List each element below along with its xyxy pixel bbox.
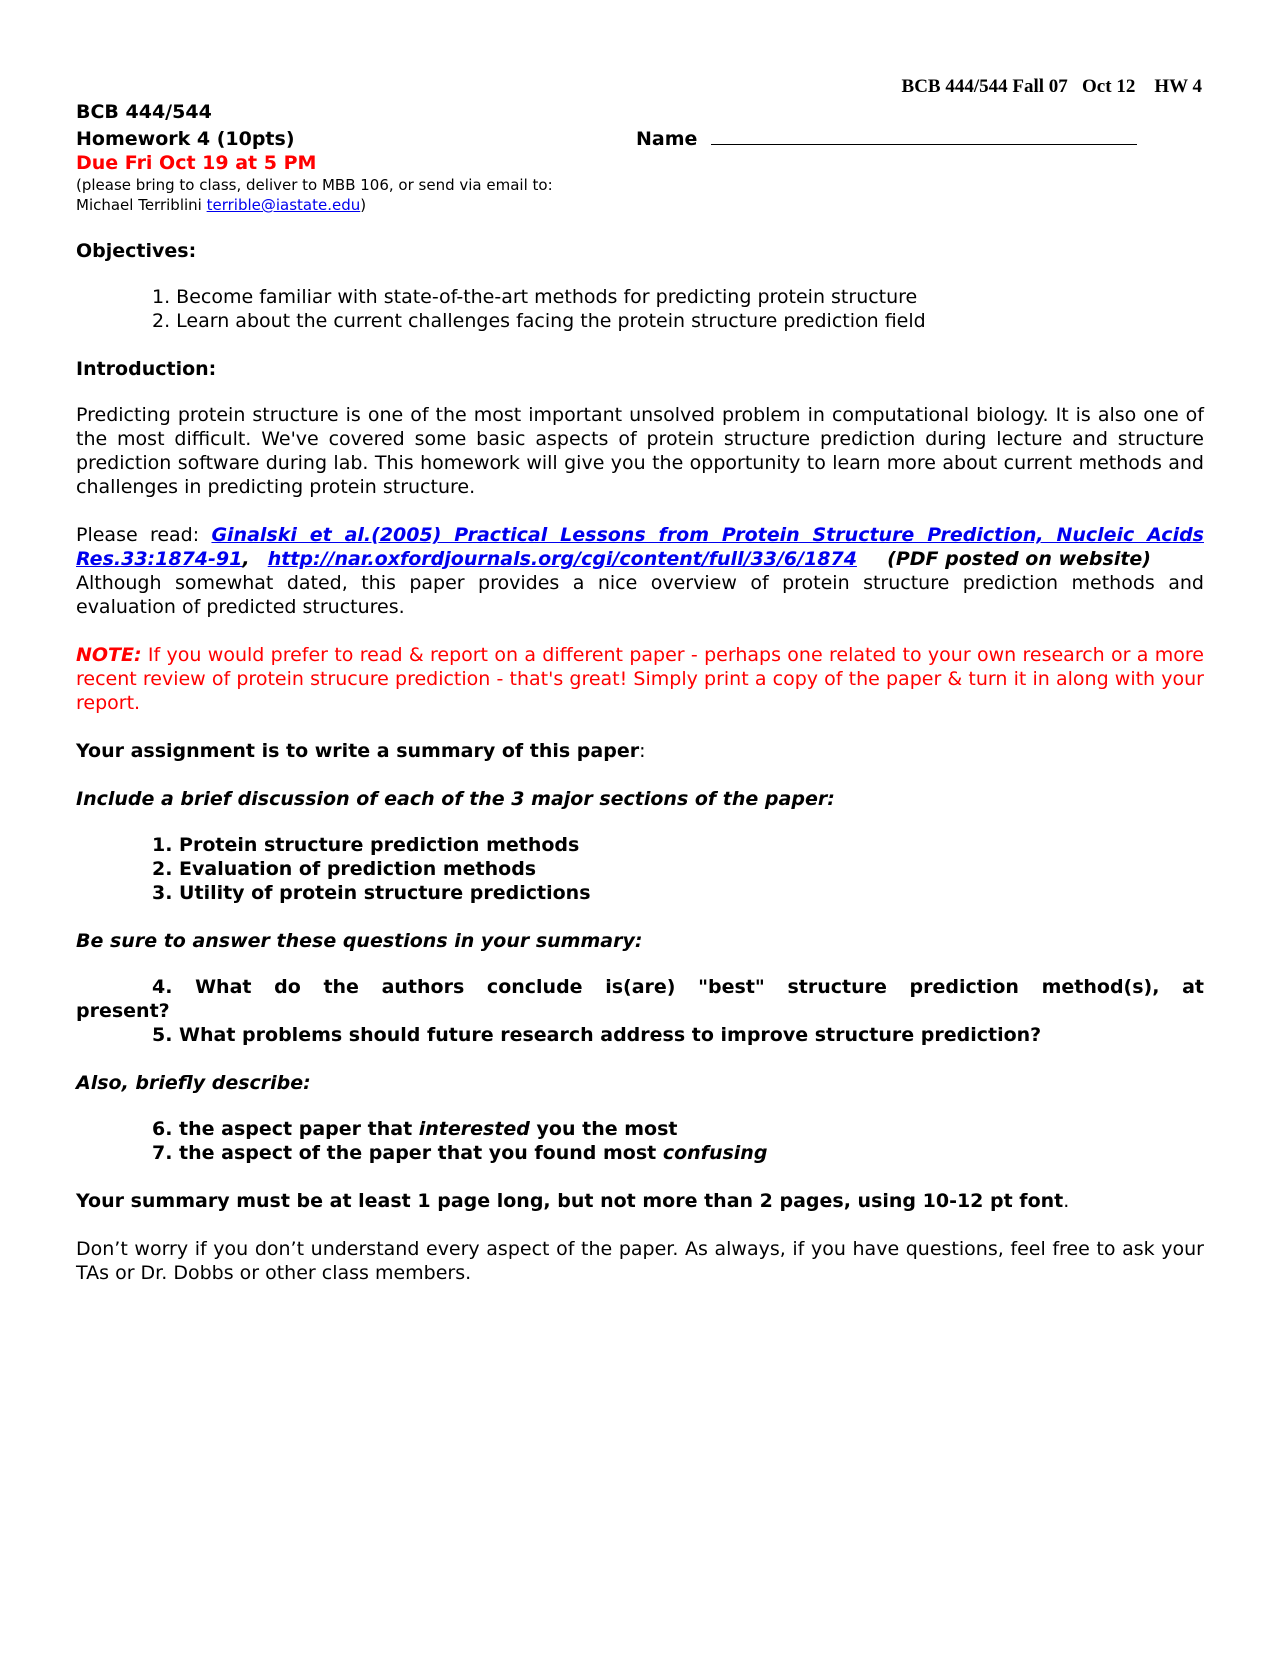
document-body [76,100,1204,1285]
ta-name: Michael Terriblini [76,196,207,214]
assignment-text: Your assignment is to write a summary of this paper [76,740,640,762]
dated-paragraph: Although somewhat dated, this paper provides a nice overview of protein structure prediction methods and evaluation of predicted structures. [76,572,1204,618]
length-period: . [1063,1190,1070,1212]
name-field[interactable] [636,124,1137,151]
d6-text: 6. the aspect paper that [152,1118,419,1140]
include-heading: Include a brief discussion of each of the 3 major sections of the paper: [76,788,835,810]
sections-list [76,833,1204,905]
describe-item-7 [76,1141,1204,1165]
pdf-note: (PDF posted on website) [887,548,1151,570]
comma: , [242,548,250,570]
list-item: 1. Protein structure prediction methods [152,834,580,856]
paper-citation-link[interactable]: Ginalski et al.(2005) Practical Lessons from Protein Structure Prediction, Nucleic Acids Res.33:1874-91 [76,524,1204,570]
paren-close: ) [360,196,367,214]
describe-item-6 [76,1117,1204,1141]
d6-text-end: you the most [529,1118,678,1140]
note-text: If you would prefer to read & report on a different paper - perhaps one related to your own research or a more recent review of protein strucure prediction - that's great! Simply print a copy of the paper & turn it in along with your report. [76,644,1204,714]
length-text: Your summary must be at least 1 page long, but not more than 2 pages, using 10-12 pt font [76,1190,1064,1212]
ta-email-link[interactable]: terrible@iastate.edu [206,196,361,214]
homework-name-row [76,124,1204,151]
paper-url-link[interactable]: http://nar.oxfordjournals.org/cgi/content/full/33/6/1874 [267,548,857,570]
describe-heading: Also, briefly describe: [76,1072,311,1094]
introduction-paragraph: Predicting protein structure is one of the most important unsolved problem in computational biology. It is also one of the most difficult. We've covered some basic aspects of protein structure prediction during lecture and structure prediction software during lab. This homework will give you the opportunity to learn more about current methods and challenges in predicting protein structure. [76,404,1204,498]
due-date: Due Fri Oct 19 at 5 PM [76,152,317,174]
d7-emphasis: confusing [662,1142,768,1164]
question-4-line2: present? [76,1000,170,1022]
assignment-colon: : [639,740,646,762]
note-paragraph [76,643,1204,715]
d6-emphasis: interested [418,1118,530,1140]
closing-paragraph: Don’t worry if you don’t understand every aspect of the paper. As always, if you have questions, feel free to ask your TAs or Dr. Dobbs or other class members. [76,1238,1204,1284]
delivery-instructions-2 [76,195,1204,215]
course-title: BCB 444/544 [76,101,212,123]
delivery-instructions-1: (please bring to class, deliver to MBB 106, or send via email to: [76,176,553,194]
list-item: 3. Utility of protein structure predictions [152,882,591,904]
reading-paragraph [76,523,1204,571]
running-header: BCB 444/544 Fall 07 Oct 12 HW 4 [901,76,1202,97]
objectives-heading: Objectives: [76,240,197,262]
introduction-heading: Introduction: [76,358,217,380]
assignment-line [76,739,1204,763]
objectives-list [76,285,1204,333]
please-read-label: Please read: [76,524,212,546]
note-label: NOTE: [76,644,142,666]
name-blank-line[interactable] [711,124,1137,145]
question-5: 5. What problems should future research address to improve structure prediction? [152,1024,1042,1046]
homework-title: Homework 4 (10pts) [76,128,295,150]
list-item: 2. Evaluation of prediction methods [152,858,537,880]
list-item: 2. Learn about the current challenges facing the protein structure prediction field [152,310,926,332]
questions-heading: Be sure to answer these questions in your summary: [76,930,643,952]
name-label: Name [636,128,698,150]
length-requirement [76,1189,1204,1213]
question-4-line1: 4. What do the authors conclude is(are) "best" structure prediction method(s), at [152,976,1204,998]
list-item: 1. Become familiar with state-of-the-art methods for predicting protein structure [152,286,918,308]
d7-text: 7. the aspect of the paper that you found most [152,1142,663,1164]
